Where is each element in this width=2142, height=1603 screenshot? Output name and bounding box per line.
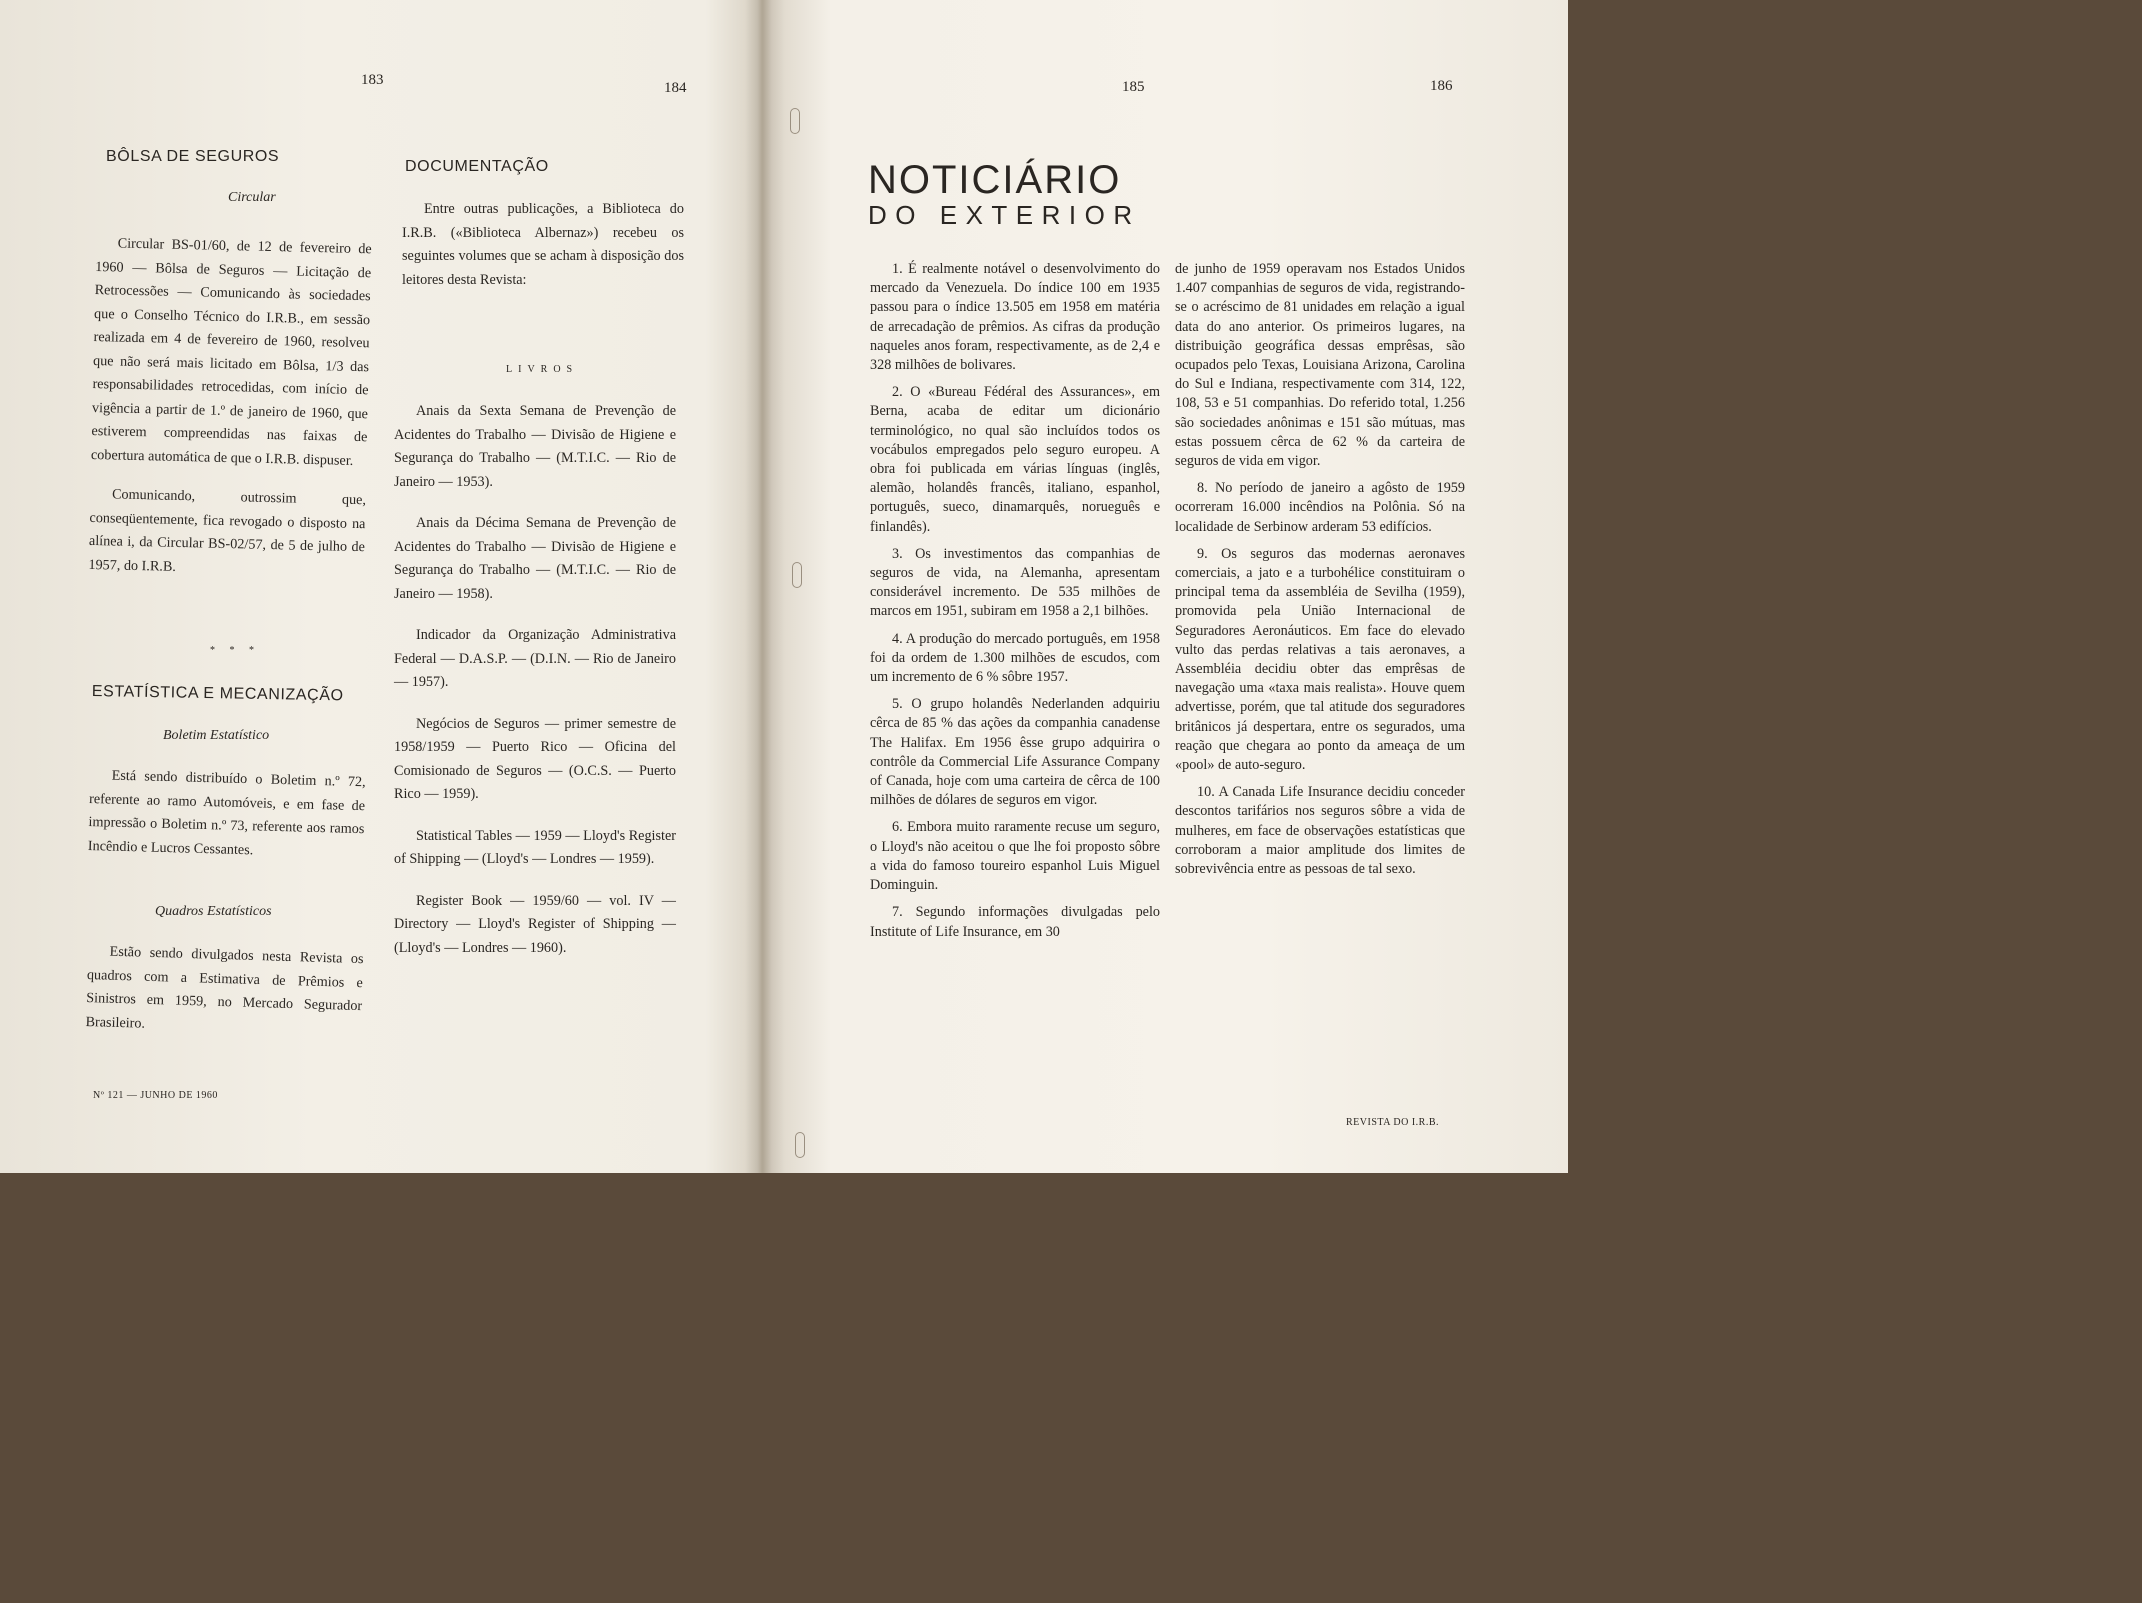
section-separator: * * * [210,645,260,656]
intro-paragraph: Entre outras publicações, a Biblioteca do I.R.B. («Biblioteca Albernaz») recebeu os seguintes volumes que se acham à disposição dos leitores desta Revista: [402,201,684,288]
book-entry: Indicador da Organização Administrativa Federal — D.A.S.P. — (D.I.N. — Rio de Janeiro — 1957). [394,627,676,690]
news-item: 4. A produção do mercado português, em 1958 foi da ordem de 1.300 milhões de escudos, com um incremento de 6 % sôbre 1957. [870,630,1160,686]
bolsa-heading: BÔLSA DE SEGUROS [106,148,280,165]
binding-gutter [745,0,785,1173]
circular-paragraph: Comunicando, outrossim que, conseqüentemente, fica revogado o disposto na alínea i, da Circular BS-02/57, de 5 de julho de 1957, do I.R.B. [88,486,367,575]
news-item: 9. Os seguros das modernas aeronaves comerciais, a jato e a turbohélice constituiram o principal tema da assembléia de Sevilha (1959), promovida pela União Internacional de Seguradores Aeronáuticos. Em face do elevado vulto das perdas relativas a tais aeronaves, a Assembléia decidiu obter das emprêsas de navegação uma «taxa mais realista». Houve quem advertisse, porém, que tal atitude dos seguradores britânicos já despertara, entre os segurados, uma reação que chegara ao ponto da ameaça de um «pool» de auto-seguro. [1175,545,1465,774]
circular-paragraph: Circular BS-01/60, de 12 de fevereiro de 1960 — Bôlsa de Seguros — Licitação de Retrocessões — Comunicando às sociedades que o Conselho Técnico do I.R.B., em sessão realizada em 4 de fevereiro de 1960, resolveu que não será mais licitado em Bôlsa, 1/3 das responsabilidades retrocedidas, com início de vigência a partir de 1.º de janeiro de 1960, que estiverem compreendidas nas faixas de cobertura automática de que o I.R.B. dispuser. [90,235,372,469]
page-number-183: 183 [361,72,384,88]
news-column-left [870,260,1160,950]
boletim-paragraph: Está sendo distribuído o Boletim n.º 72, referente ao ramo Automóveis, e em fase de impressão o Boletim n.º 73, referente aos ramos Incêndio e Lucros Cessantes. [87,767,366,858]
circular-text [88,232,372,599]
binding-staple [795,1132,805,1158]
footer-revista: REVISTA DO I.R.B. [1346,1117,1439,1128]
news-item: 6. Embora muito raramente recuse um seguro, o Lloyd's não aceitou o que lhe foi proposto sôbre a vida do famoso toureiro espanhol Luis Miguel Dominguin. [870,819,1160,894]
documentacao-intro [402,198,684,308]
boletim-text [87,764,366,881]
masthead-title: NOTICIÁRIO [868,158,1122,202]
page-number-186: 186 [1430,78,1453,94]
book-list [394,400,676,978]
news-column-right [1175,260,1465,887]
news-item: 3. Os investimentos das companhias de seguros de vida, na Alemanha, apresentam considerável incremento. De 535 milhões de marcos em 1951, subiram em 1958 a 2,1 bilhões. [870,545,1160,620]
news-item: 8. No período de janeiro a agôsto de 1959 ocorreram 16.000 incêndios na Polônia. Só na localidade de Serbinow arderam 53 edifícios. [1175,480,1465,535]
documentacao-heading: DOCUMENTAÇÃO [405,158,549,175]
news-item: 7. Segundo informações divulgadas pelo Institute of Life Insurance, em 30 [870,904,1160,940]
boletim-subheading: Boletim Estatístico [163,728,270,743]
news-item: 5. O grupo holandês Nederlanden adquiriu cêrca de 85 % das ações da companhia canadense The Halifax. Em 1956 êsse grupo adquirira o contrôle da Commercial Life Assurance Company of Canada, hoje com uma carteira de cêrca de 100 milhões de dólares de seguros em vigor. [870,696,1160,809]
book-entry: Negócios de Seguros — primer semestre de 1958/1959 — Puerto Rico — Oficina del Comisionado de Seguros — (O.C.S. — Puerto Rico — 1959). [394,715,676,802]
page-number-185: 185 [1122,79,1145,95]
news-item: 2. O «Bureau Fédéral des Assurances», em Berna, acaba de editar um dicionário terminológico, no qual são incluídos todos os vocábulos empregados pelo seguro europeu. A obra foi publicada em várias línguas (inglês, alemão, holandês francês, italiano, espanhol, português, sueco, dinamarquês, norueguês e finlandês). [870,384,1160,535]
book-entry: Statistical Tables — 1959 — Lloyd's Register of Shipping — (Lloyd's — Londres — 1959). [394,827,676,867]
circular-subheading: Circular [228,190,276,205]
book-entry: Anais da Décima Semana de Prevenção de Acidentes do Trabalho — Divisão de Higiene e Segurança do Trabalho — (M.T.I.C. — Rio de Janeiro — 1958). [394,515,676,602]
binding-staple [792,562,802,588]
page-number-184: 184 [664,80,687,96]
livros-label: LIVROS [506,364,579,375]
footer-issue: Nº 121 — JUNHO DE 1960 [93,1090,218,1101]
quadros-paragraph: Estão sendo divulgados nesta Revista os quadros com a Estimativa de Prêmios e Sinistros em 1959, no Mercado Segurador Brasileiro. [85,943,364,1032]
book-entry: Register Book — 1959/60 — vol. IV — Directory — Lloyd's Register of Shipping — (Lloyd's — Londres — 1960). [394,892,676,956]
masthead-subtitle: DO EXTERIOR [868,200,1141,230]
news-item: 10. A Canada Life Insurance decidiu conceder descontos tarifários nos seguros sôbre a vida de mulheres, em face de observações estatísticas que corroboram a maior amplitude dos limites de sobrevivência entre as pessoas de tal sexo. [1175,784,1465,878]
estatistica-heading: ESTATÍSTICA E MECANIZAÇÃO [91,683,344,705]
news-item: de junho de 1959 operavam nos Estados Unidos 1.407 companhias de seguros de vida, registrando-se o acréscimo de 81 unidades em relação a igual data do ano anterior. Os primeiros lugares, na distribuição geográfica dessas emprêsas, são ocupados pelo Texas, Louisiana Arizona, Carolina do Sul e Indiana, respectivamente com 314, 122, 108, 53 e 51 companhias. Do referido total, 1.256 são sociedades anônimas e 151 são mútuas, mas estas possuem cêrca de 62 % da carteira de seguros de vida em vigor. [1175,261,1465,470]
book-entry: Anais da Sexta Semana de Prevenção de Acidentes do Trabalho — Divisão de Higiene e Segurança do Trabalho — (M.T.I.C. — Rio de Janeiro — 1953). [394,403,676,490]
quadros-subheading: Quadros Estatísticos [155,904,272,919]
binding-staple [790,108,800,134]
quadros-text [85,940,364,1058]
news-item: 1. É realmente notável o desenvolvimento do mercado da Venezuela. Do índice 100 em 1935 passou para o índice 13.505 em 1958 em matéria de arrecadação de prêmios. As cifras da produção naqueles anos foram, respectivamente, as de 2,4 e 328 milhões de bolivares. [870,261,1160,374]
